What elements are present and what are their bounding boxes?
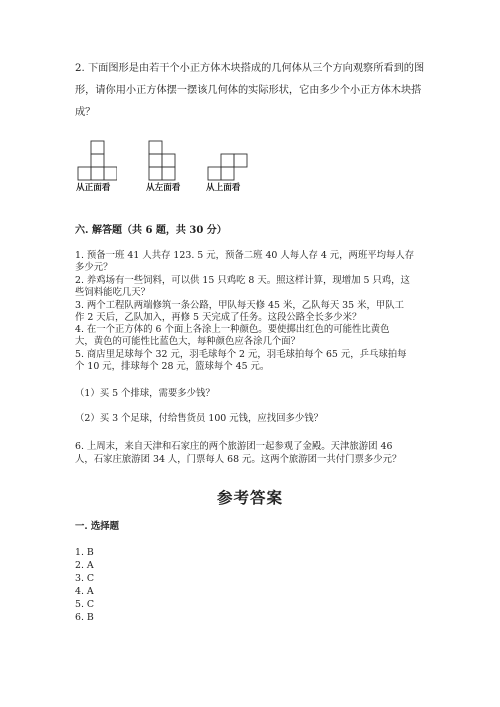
section-6-heading: 六. 解答题（共 6 题，共 30 分） (75, 225, 227, 236)
answer-item: 2. A (75, 560, 94, 571)
section-6-line: 3. 两个工程队两端修筑一条公路，甲队每天修 45 米，乙队每天 35 米，甲队工 (75, 300, 404, 311)
section-6-line: 个 10 元，排球每个 28 元，篮球每个 45 元。 (75, 361, 270, 372)
answers-heading: 一. 选择题 (75, 521, 120, 532)
question-6-line-2: 人，石家庄旅游团 34 人，门票每人 68 元。这两个旅游团一共付门票多少元？ (75, 454, 402, 465)
answer-item: 6. B (75, 612, 94, 623)
left-view-caption: 从左面看 (146, 183, 181, 193)
section-6-line: 1. 预备一班 41 人共存 123. 5 元，预备二班 40 人每人存 4 元，两班平均每人存 (75, 250, 415, 261)
question-5-sub-2: （2）买 3 个足球，付给售货员 100 元钱，应找回多少钱？ (75, 413, 323, 424)
question-2-line-3: 成？ (75, 107, 96, 118)
answer-item: 4. A (75, 586, 94, 597)
section-6-line: 多少元？ (75, 262, 113, 273)
answer-item: 1. B (75, 547, 94, 558)
question-6-line-1: 6. 上周末，来自天津和石家庄的两个旅游团一起参观了金殿。天津旅游团 46 (75, 441, 393, 452)
top-view-caption: 从上面看 (206, 183, 241, 193)
answers-title: 参考答案 (216, 488, 283, 507)
front-view-figure (77, 140, 117, 185)
question-2-line-2: 形，请你用小正方体摆一摆该几何体的实际形状，它由多少个小正方体木块搭 (75, 85, 422, 96)
question-2-line-1: 2. 下面图形是由若干个小正方体木块搭成的几何体从三个方向观察所看到的图 (75, 63, 425, 74)
section-6-line: 些饲料能吃几天？ (75, 287, 151, 298)
section-6-line: 4. 在一个正方体的 6 个面上各涂上一种颜色。要使掷出红色的可能性比黄色 (75, 324, 390, 335)
answer-item: 5. C (75, 599, 95, 610)
top-view-figure (207, 153, 252, 183)
answer-item: 3. C (75, 573, 95, 584)
front-view-caption: 从正面看 (76, 183, 111, 193)
question-5-sub-1: （1）买 5 个排球，需要多少钱？ (75, 388, 215, 399)
section-6-line: 2. 养鸡场有一些饲料，可以供 15 只鸡吃 8 天。照这样计算，现增加 5 只鸡，这 (75, 275, 410, 286)
section-6-line: 5. 商店里足球每个 32 元，羽毛球每个 2 元，羽毛球拍每个 65 元，乒乓球拍每 (75, 349, 407, 360)
section-6-line: 作 2 天后，乙队加入，再修 5 天完成了任务。这段公路全长多少米？ (75, 312, 362, 323)
section-6-line: 大，黄色的可能性比蓝色大，每种颜色应各涂几个面？ (75, 336, 301, 347)
left-view-figure (148, 140, 178, 185)
